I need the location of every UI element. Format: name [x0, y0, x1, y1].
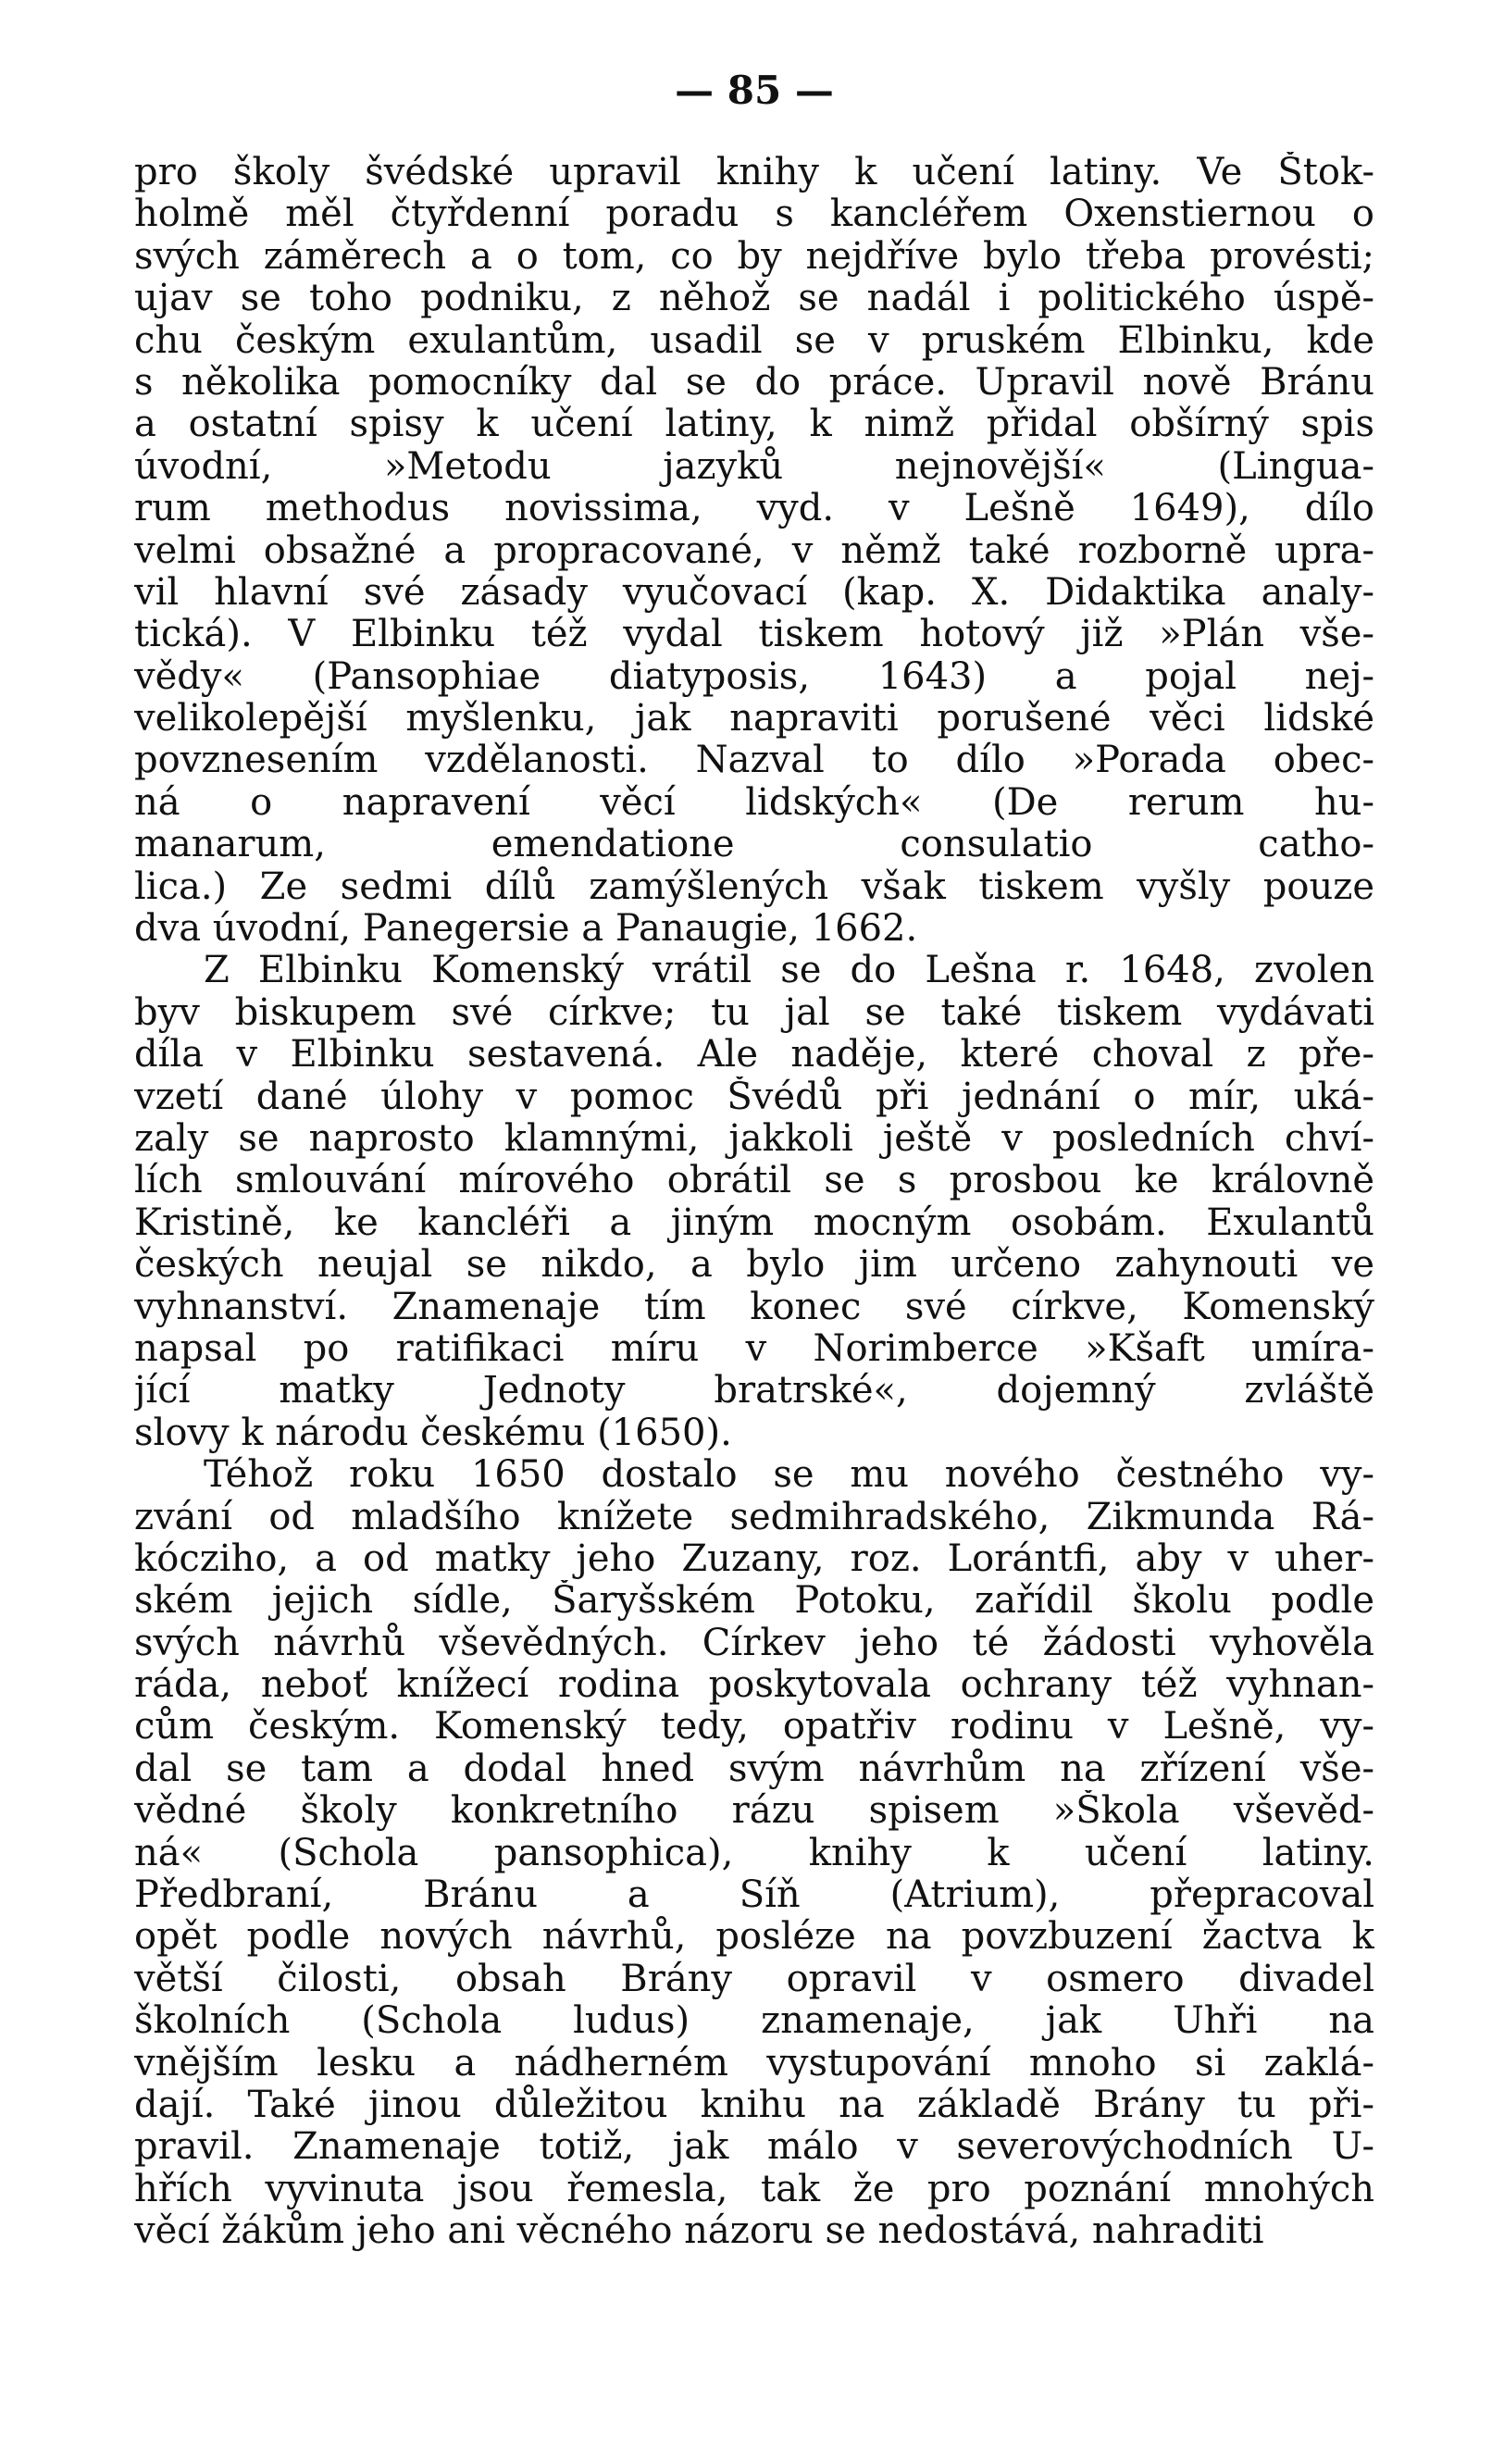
text-line: dal se tam a dodal hned svým návrhům na zřízení vše- — [134, 1748, 1374, 1790]
text-line: chu českým exulantům, usadil se v pruském Elbinku, kde — [134, 319, 1374, 362]
text-line: manarum, emendatione consulatio catho- — [134, 824, 1374, 866]
text-line: svých záměrech a o tom, co by nejdříve bylo třeba provésti; — [134, 235, 1374, 278]
text-line: věcí žákům jeho ani věcného názoru se nedostává, nahraditi — [134, 2210, 1264, 2253]
text-line: Téhož roku 1650 dostalo se mu nového čestného vy- — [204, 1454, 1374, 1497]
text-line: díla v Elbinku sestavená. Ale naděje, které choval z pře- — [134, 1034, 1374, 1076]
text-line: Z Elbinku Komenský vrátil se do Lešna r. 1648, zvolen — [204, 950, 1374, 992]
text-line: zvání od mladšího knížete sedmihradského, Zikmunda Rá- — [134, 1496, 1374, 1538]
text-line: dva úvodní, Panegersie a Panaugie, 1662. — [134, 908, 918, 951]
text-line: lích smlouvání mírového obrátil se s prosbou ke královně — [134, 1160, 1374, 1202]
text-line: pro školy švédské upravil knihy k učení latiny. Ve Štok- — [134, 152, 1374, 193]
text-line: lica.) Ze sedmi dílů zamýšlených však tiskem vyšly pouze — [134, 865, 1374, 908]
text-line: ná« (Schola pansophica), knihy k učení latiny. — [134, 1832, 1374, 1874]
text-line: cům českým. Komenský tedy, opatřiv rodinu v Lešně, vy- — [134, 1706, 1374, 1748]
text-line: vil hlavní své zásady vyučovací (kap. X. Didaktika analy- — [134, 571, 1374, 614]
text-line: ná o napravení věcí lidských« (De rerum hu- — [134, 781, 1374, 824]
text-line: velikolepější myšlenku, jak napraviti porušené věci lidské — [134, 698, 1374, 740]
page — [134, 65, 1374, 2253]
text-line: úvodní, »Metodu jazyků nejnovější« (Lingua- — [134, 445, 1374, 488]
text-line: Kristině, ke kancléři a jiným mocným osobám. Exulantů — [134, 1201, 1374, 1244]
text-line: velmi obsažné a propracované, v němž také rozborně upra- — [134, 529, 1374, 572]
text-line: byv biskupem své církve; tu jal se také tiskem vydávati — [134, 991, 1374, 1034]
text-line: s několika pomocníky dal se do práce. Upravil nově Bránu — [134, 361, 1374, 404]
text-line: ujav se toho podniku, z něhož se nadál i politického úspě- — [134, 278, 1374, 320]
text-line: svých návrhů vševědných. Církev jeho té žádosti vyhověla — [134, 1622, 1374, 1664]
text-line: vědy« (Pansophiae diatyposis, 1643) a pojal nej- — [134, 655, 1374, 698]
text-line: vzetí dané úlohy v pomoc Švédů při jednání o mír, uká- — [134, 1076, 1374, 1118]
text-line: ráda, neboť knížecí rodina poskytovala ochrany též vyhnan- — [134, 1664, 1374, 1707]
text-line: vyhnanství. Znamenaje tím konec své církve, Komenský — [134, 1286, 1374, 1328]
text-line: povznesením vzdělanosti. Nazval to dílo »Porada obec- — [134, 740, 1374, 782]
text-body — [134, 152, 1374, 2253]
text-line: školních (Schola ludus) znamenaje, jak Uhři na — [134, 2000, 1374, 2043]
text-line: větší čilosti, obsah Brány opravil v osmero divadel — [134, 1958, 1374, 2000]
text-line: opět podle nových návrhů, posléze na povzbuzení žactva k — [134, 1916, 1374, 1959]
text-line: dají. Také jinou důležitou knihu na základě Brány tu při- — [134, 2084, 1374, 2126]
text-line: zaly se naprosto klamnými, jakkoli ještě v posledních chví- — [134, 1117, 1374, 1160]
text-line: českých neujal se nikdo, a bylo jim určeno zahynouti ve — [134, 1244, 1374, 1287]
text-line: napsal po ratifikaci míru v Norimberce »Kšaft umíra- — [134, 1327, 1374, 1370]
text-line: kócziho, a od matky jeho Zuzany, roz. Lorántfi, aby v uher- — [134, 1537, 1374, 1580]
text-line: jící matky Jednoty bratrské«, dojemný zvláště — [134, 1370, 1374, 1412]
text-line: rum methodus novissima, vyd. v Lešně 1649), dílo — [134, 488, 1374, 530]
text-line: ském jejich sídle, Šaryšském Potoku, zařídil školu podle — [134, 1580, 1374, 1623]
page-number: — 85 — — [675, 68, 834, 113]
text-line: slovy k národu českému (1650). — [134, 1412, 732, 1454]
text-line: pravil. Znamenaje totiž, jak málo v severovýchodních U- — [134, 2126, 1374, 2169]
text-line: hřích vyvinuta jsou řemesla, tak že pro poznání mnohých — [134, 2168, 1374, 2210]
text-line: a ostatní spisy k učení latiny, k nimž přidal obšírný spis — [134, 404, 1374, 446]
text-line: vnějším lesku a nádherném vystupování mnoho si zaklá- — [134, 2042, 1374, 2084]
text-line: tická). V Elbinku též vydal tiskem hotový již »Plán vše- — [134, 614, 1374, 656]
text-line: vědné školy konkretního rázu spisem »Škola vševěd- — [134, 1790, 1374, 1833]
text-line: holmě měl čtyřdenní poradu s kancléřem Oxenstiernou o — [134, 193, 1374, 236]
text-line: Předbraní, Bránu a Síň (Atrium), přepracoval — [134, 1874, 1374, 1917]
